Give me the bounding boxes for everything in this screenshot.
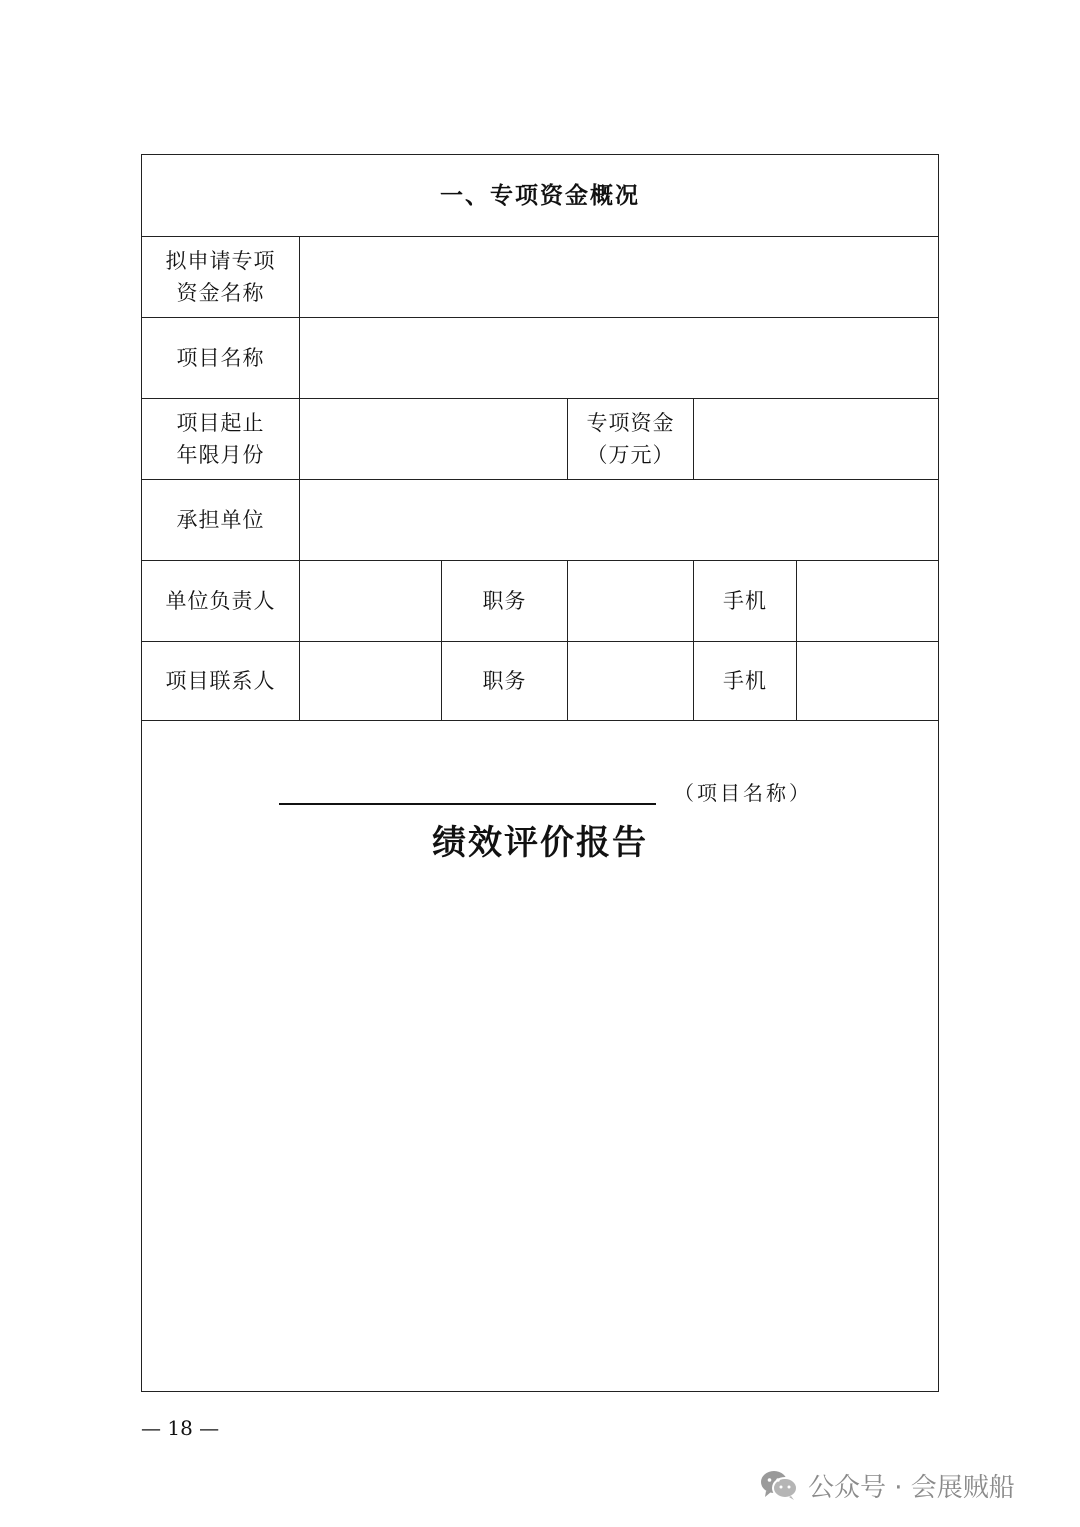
mobile-label-2: 手机: [694, 642, 797, 720]
undertaker-row: [142, 480, 938, 561]
mobile-value-1[interactable]: [797, 561, 938, 641]
unit-head-row: [142, 561, 938, 642]
period-row: [142, 399, 938, 480]
period-value[interactable]: [300, 399, 568, 479]
contact-row: [142, 642, 938, 721]
page-number: — 18 —: [141, 1416, 220, 1440]
section-title-row: [142, 155, 938, 237]
mobile-label-1: 手机: [694, 561, 797, 641]
report-title: 绩效评价报告: [432, 823, 648, 863]
undertaker-label: 承担单位: [142, 480, 300, 560]
position-label-2: 职务: [442, 642, 568, 720]
special-fund-label: 专项资金 （万元）: [568, 399, 694, 479]
project-name-label: 项目名称: [142, 318, 300, 398]
contact-value[interactable]: [300, 642, 442, 720]
special-fund-value[interactable]: [694, 399, 938, 479]
unit-head-label: 单位负责人: [142, 561, 300, 641]
fund-name-row: [142, 237, 938, 318]
position-value-1[interactable]: [568, 561, 694, 641]
watermark-text: 公众号 · 会展贼船: [808, 1472, 1015, 1503]
watermark: [760, 1465, 1015, 1505]
fund-name-label: 拟申请专项 资金名称: [142, 237, 300, 317]
section-title: 一、专项资金概况: [440, 182, 640, 209]
undertaker-value[interactable]: [300, 480, 938, 560]
fund-name-value[interactable]: [300, 237, 938, 317]
mobile-value-2[interactable]: [797, 642, 938, 720]
period-label: 项目起止 年限月份: [142, 399, 300, 479]
project-name-underline[interactable]: [279, 803, 656, 805]
project-name-hint: （项目名称）: [674, 781, 812, 805]
contact-label: 项目联系人: [142, 642, 300, 720]
position-value-2[interactable]: [568, 642, 694, 720]
position-label-1: 职务: [442, 561, 568, 641]
unit-head-value[interactable]: [300, 561, 442, 641]
project-name-row: [142, 318, 938, 399]
project-name-value[interactable]: [300, 318, 938, 398]
wechat-icon: [760, 1469, 798, 1501]
fund-overview-form: [141, 154, 939, 1392]
